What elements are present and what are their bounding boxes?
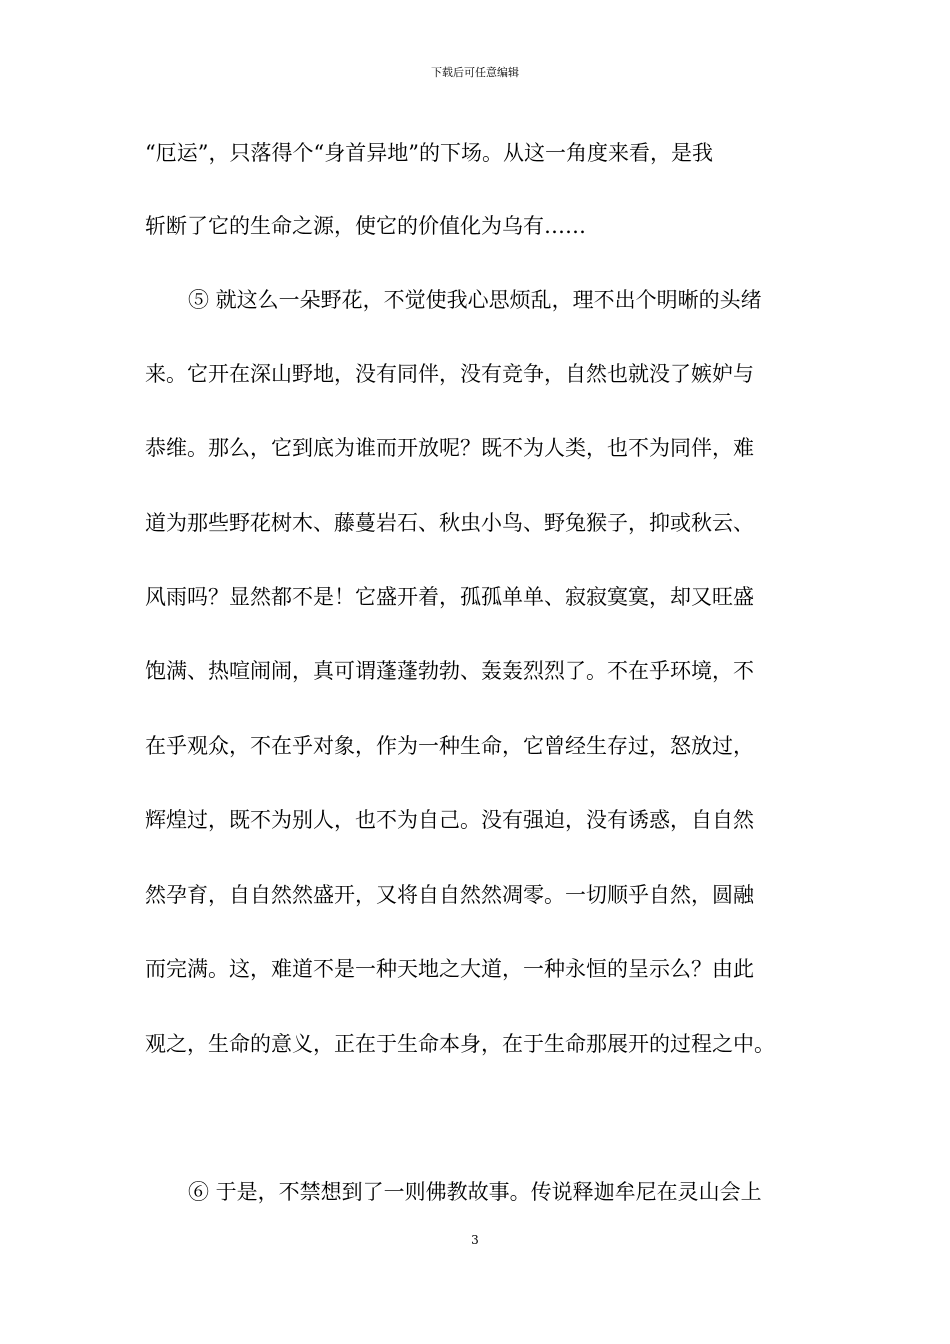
paragraph-6-start: ⑥ 于是，不禁想到了一则佛教故事。传说释迦牟尼在灵山会上 xyxy=(188,1180,762,1204)
text-line: 斩断了它的生命之源，使它的价值化为乌有…… xyxy=(145,214,586,238)
text-line: 饱满、热喧闹闹，真可谓蓬蓬勃勃、轰轰烈烈了。不在乎环境，不 xyxy=(145,659,754,683)
text-line: 然孕育，自自然然盛开，又将自自然然凋零。一切顺乎自然，圆融 xyxy=(145,883,754,907)
text-line: 来。它开在深山野地，没有同伴，没有竞争，自然也就没了嫉妒与 xyxy=(145,362,754,386)
text-line: 恭维。那么，它到底为谁而开放呢？既不为人类，也不为同伴，难 xyxy=(145,436,754,460)
text-line: 风雨吗？显然都不是！它盛开着，孤孤单单、寂寂寞寞，却又旺盛 xyxy=(145,585,754,609)
text-line: 在乎观众，不在乎对象，作为一种生命，它曾经生存过，怒放过， xyxy=(145,734,754,758)
text-line: 道为那些野花树木、藤蔓岩石、秋虫小鸟、野兔猴子，抑或秋云、 xyxy=(145,511,754,535)
text-line: 而完满。这，难道不是一种天地之大道，一种永恒的呈示么？由此 xyxy=(145,957,754,981)
text-line: 观之，生命的意义，正在于生命本身，在于生命那展开的过程之中。 xyxy=(145,1032,775,1056)
page-number: 3 xyxy=(471,1233,479,1247)
text-line: 辉煌过，既不为别人，也不为自己。没有强迫，没有诱惑，自自然 xyxy=(145,808,754,832)
page-header: 下载后可任意编辑 xyxy=(431,66,519,79)
paragraph-5-start: ⑤ 就这么一朵野花，不觉使我心思烦乱，理不出个明晰的头绪 xyxy=(188,288,762,312)
text-line: “厄运”，只落得个“身首异地”的下场。从这一角度来看，是我 xyxy=(145,141,713,165)
